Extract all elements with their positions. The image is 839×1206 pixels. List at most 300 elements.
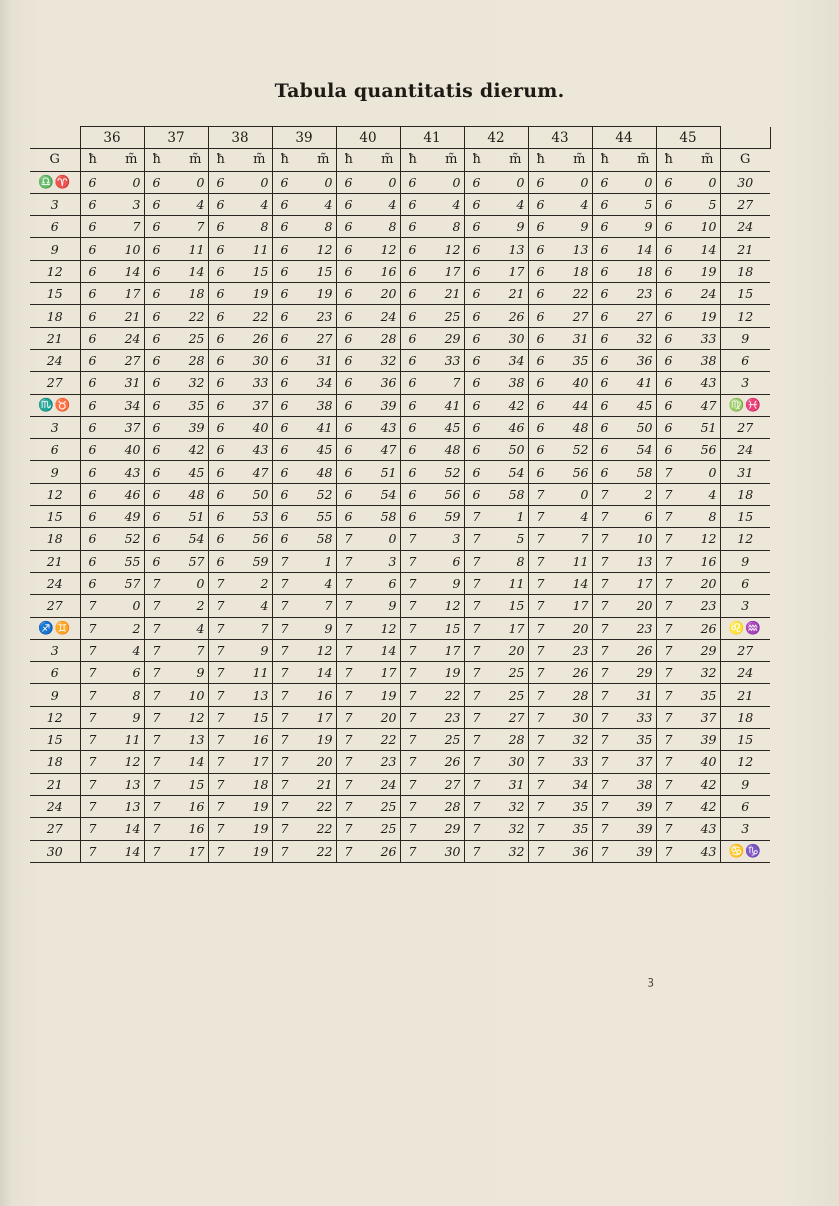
cell-minutes: 12 [434,238,464,260]
table-row [30,394,770,416]
cell-hours: 6 [208,193,242,215]
row-degree-left: 21 [30,773,80,795]
cell-minutes: 25 [370,818,400,840]
cell-hours: 7 [80,595,114,617]
minutes-header: m̃ [242,149,272,171]
cell-hours: 7 [592,506,626,528]
cell-hours: 7 [336,795,370,817]
cell-minutes: 12 [114,751,144,773]
cell-hours: 7 [656,483,690,505]
cell-hours: 6 [336,349,370,371]
cell-hours: 6 [144,439,178,461]
cell-minutes: 11 [114,729,144,751]
cell-minutes: 56 [434,483,464,505]
row-degree-right: 24 [720,439,770,461]
cell-hours: 7 [656,617,690,639]
cell-hours: 6 [400,483,434,505]
cell-minutes: 7 [178,216,208,238]
cell-hours: 7 [464,662,498,684]
cell-hours: 7 [272,550,306,572]
minutes-header: m̃ [370,149,400,171]
cell-hours: 6 [336,283,370,305]
cell-hours: 7 [80,795,114,817]
table-row [30,572,770,594]
cell-minutes: 48 [434,439,464,461]
cell-minutes: 33 [434,349,464,371]
cell-minutes: 20 [370,706,400,728]
cell-hours: 7 [336,706,370,728]
cell-hours: 6 [336,416,370,438]
cell-hours: 7 [656,795,690,817]
cell-hours: 7 [336,572,370,594]
cell-hours: 7 [592,639,626,661]
cell-minutes: 54 [626,439,656,461]
row-degree-right: ♋♑ [720,840,770,862]
latitude-header-38: 38 [208,127,272,149]
latitude-header-blank-right [720,127,770,149]
cell-hours: 7 [144,595,178,617]
cell-hours: 7 [208,639,242,661]
cell-hours: 7 [400,818,434,840]
row-degree-left: ♎♈ [30,171,80,193]
cell-minutes: 50 [242,483,272,505]
cell-hours: 7 [80,639,114,661]
cell-minutes: 6 [114,662,144,684]
cell-minutes: 4 [178,193,208,215]
cell-minutes: 51 [370,461,400,483]
row-degree-right: 30 [720,171,770,193]
cell-hours: 6 [656,416,690,438]
cell-minutes: 9 [498,216,528,238]
cell-hours: 7 [592,729,626,751]
cell-minutes: 0 [626,171,656,193]
table-row [30,327,770,349]
cell-minutes: 31 [498,773,528,795]
cell-hours: 6 [336,506,370,528]
row-degree-right: 24 [720,216,770,238]
cell-hours: 6 [656,349,690,371]
cell-hours: 6 [464,349,498,371]
cell-minutes: 21 [434,283,464,305]
cell-hours: 6 [272,439,306,461]
cell-minutes: 43 [242,439,272,461]
cell-hours: 7 [208,729,242,751]
cell-hours: 6 [592,193,626,215]
day-length-table [30,126,771,863]
row-degree-left: 3 [30,193,80,215]
table-row [30,260,770,282]
cell-hours: 6 [528,461,562,483]
table-row [30,729,770,751]
cell-minutes: 5 [626,193,656,215]
cell-minutes: 25 [434,305,464,327]
cell-hours: 7 [464,795,498,817]
cell-minutes: 19 [242,840,272,862]
cell-minutes: 25 [434,729,464,751]
cell-minutes: 25 [498,662,528,684]
cell-minutes: 19 [242,795,272,817]
cell-minutes: 7 [114,216,144,238]
cell-minutes: 17 [306,706,336,728]
cell-minutes: 57 [114,572,144,594]
cell-hours: 7 [592,550,626,572]
cell-hours: 6 [208,216,242,238]
cell-minutes: 12 [306,639,336,661]
cell-hours: 7 [656,506,690,528]
latitude-header-37: 37 [144,127,208,149]
cell-minutes: 21 [498,283,528,305]
cell-minutes: 10 [626,528,656,550]
cell-hours: 6 [400,327,434,349]
cell-minutes: 18 [562,260,592,282]
cell-minutes: 58 [306,528,336,550]
cell-hours: 6 [208,260,242,282]
cell-minutes: 47 [242,461,272,483]
cell-hours: 7 [592,595,626,617]
cell-minutes: 7 [306,595,336,617]
cell-hours: 7 [144,818,178,840]
cell-minutes: 24 [370,773,400,795]
cell-minutes: 34 [306,372,336,394]
cell-minutes: 9 [562,216,592,238]
row-degree-right: 24 [720,662,770,684]
table-row [30,372,770,394]
cell-minutes: 15 [242,260,272,282]
cell-minutes: 36 [370,372,400,394]
cell-minutes: 15 [434,617,464,639]
cell-minutes: 27 [562,305,592,327]
cell-hours: 6 [80,483,114,505]
hours-header: ħ [208,149,242,171]
cell-hours: 7 [400,528,434,550]
cell-minutes: 22 [242,305,272,327]
cell-minutes: 32 [562,729,592,751]
cell-hours: 6 [80,461,114,483]
cell-hours: 7 [272,795,306,817]
latitude-header-39: 39 [272,127,336,149]
cell-minutes: 17 [562,595,592,617]
cell-minutes: 20 [690,572,720,594]
cell-hours: 7 [400,550,434,572]
table-row [30,349,770,371]
hours-header: ħ [400,149,434,171]
cell-minutes: 7 [562,528,592,550]
latitude-header-blank-left [30,127,80,149]
table-body [30,171,770,862]
cell-hours: 6 [144,372,178,394]
cell-minutes: 56 [690,439,720,461]
cell-minutes: 19 [434,662,464,684]
cell-hours: 7 [208,572,242,594]
cell-hours: 7 [528,550,562,572]
table-row [30,684,770,706]
cell-hours: 7 [592,795,626,817]
cell-minutes: 20 [306,751,336,773]
cell-hours: 6 [144,260,178,282]
cell-minutes: 2 [114,617,144,639]
row-degree-left: 12 [30,706,80,728]
cell-minutes: 19 [242,818,272,840]
cell-hours: 6 [528,372,562,394]
cell-hours: 6 [208,283,242,305]
cell-minutes: 11 [178,238,208,260]
cell-minutes: 55 [306,506,336,528]
cell-hours: 6 [336,461,370,483]
cell-hours: 7 [400,639,434,661]
cell-hours: 7 [336,595,370,617]
cell-minutes: 0 [498,171,528,193]
table-row [30,283,770,305]
cell-minutes: 19 [690,260,720,282]
cell-minutes: 32 [498,840,528,862]
cell-hours: 6 [528,416,562,438]
cell-hours: 6 [80,327,114,349]
table-row [30,416,770,438]
cell-hours: 6 [336,171,370,193]
cell-hours: 7 [336,617,370,639]
cell-hours: 6 [208,528,242,550]
cell-minutes: 37 [242,394,272,416]
cell-minutes: 21 [306,773,336,795]
cell-hours: 6 [208,416,242,438]
cell-hours: 6 [144,283,178,305]
cell-hours: 7 [336,662,370,684]
cell-hours: 7 [400,684,434,706]
cell-minutes: 46 [498,416,528,438]
cell-minutes: 43 [690,372,720,394]
cell-minutes: 28 [178,349,208,371]
row-degree-left: 18 [30,528,80,550]
row-degree-left: 24 [30,349,80,371]
cell-hours: 6 [80,550,114,572]
row-degree-left: 15 [30,283,80,305]
cell-hours: 7 [144,684,178,706]
cell-minutes: 4 [498,193,528,215]
cell-hours: 7 [528,684,562,706]
cell-hours: 6 [528,394,562,416]
cell-minutes: 22 [306,818,336,840]
cell-minutes: 22 [434,684,464,706]
cell-hours: 6 [336,305,370,327]
cell-minutes: 34 [562,773,592,795]
cell-hours: 7 [208,773,242,795]
cell-hours: 6 [80,394,114,416]
cell-hours: 6 [464,416,498,438]
cell-minutes: 8 [242,216,272,238]
cell-minutes: 18 [626,260,656,282]
cell-minutes: 51 [690,416,720,438]
cell-hours: 7 [208,706,242,728]
cell-hours: 7 [144,840,178,862]
cell-minutes: 0 [690,171,720,193]
cell-hours: 6 [400,349,434,371]
cell-hours: 7 [464,550,498,572]
cell-minutes: 23 [306,305,336,327]
cell-hours: 7 [144,729,178,751]
cell-hours: 7 [272,840,306,862]
cell-minutes: 10 [114,238,144,260]
cell-hours: 6 [144,416,178,438]
latitude-header-41: 41 [400,127,464,149]
cell-hours: 7 [656,706,690,728]
latitude-header-44: 44 [592,127,656,149]
cell-hours: 7 [80,818,114,840]
cell-minutes: 35 [562,795,592,817]
cell-minutes: 23 [562,639,592,661]
cell-minutes: 3 [370,550,400,572]
cell-minutes: 40 [114,439,144,461]
cell-minutes: 43 [114,461,144,483]
cell-hours: 7 [80,840,114,862]
cell-minutes: 27 [434,773,464,795]
cell-minutes: 35 [626,729,656,751]
row-degree-left: 9 [30,461,80,483]
cell-hours: 6 [80,349,114,371]
cell-minutes: 24 [690,283,720,305]
row-degree-left: 24 [30,572,80,594]
cell-hours: 6 [464,305,498,327]
minutes-header: m̃ [114,149,144,171]
row-degree-right: 6 [720,795,770,817]
cell-hours: 6 [656,216,690,238]
cell-minutes: 38 [626,773,656,795]
cell-minutes: 12 [690,528,720,550]
cell-hours: 6 [272,193,306,215]
cell-minutes: 13 [498,238,528,260]
cell-minutes: 26 [370,840,400,862]
cell-minutes: 45 [434,416,464,438]
cell-hours: 6 [208,171,242,193]
cell-minutes: 0 [114,595,144,617]
cell-minutes: 19 [306,283,336,305]
cell-minutes: 37 [626,751,656,773]
cell-minutes: 5 [690,193,720,215]
cell-hours: 6 [144,216,178,238]
table-row [30,706,770,728]
cell-minutes: 52 [114,528,144,550]
cell-minutes: 13 [626,550,656,572]
cell-hours: 6 [592,260,626,282]
cell-hours: 7 [464,506,498,528]
cell-minutes: 17 [114,283,144,305]
cell-hours: 6 [272,283,306,305]
row-degree-right: 27 [720,193,770,215]
cell-minutes: 15 [242,706,272,728]
cell-minutes: 17 [370,662,400,684]
table-row [30,171,770,193]
cell-hours: 7 [336,773,370,795]
row-degree-right: 15 [720,283,770,305]
table-row [30,617,770,639]
cell-hours: 6 [80,216,114,238]
cell-minutes: 17 [434,260,464,282]
cell-hours: 7 [144,572,178,594]
cell-minutes: 42 [178,439,208,461]
cell-minutes: 39 [178,416,208,438]
cell-minutes: 22 [306,840,336,862]
cell-hours: 7 [528,528,562,550]
cell-hours: 7 [592,818,626,840]
cell-hours: 7 [80,751,114,773]
cell-minutes: 45 [306,439,336,461]
cell-minutes: 8 [370,216,400,238]
cell-minutes: 26 [434,751,464,773]
cell-hours: 6 [336,238,370,260]
cell-hours: 7 [80,706,114,728]
hours-header: ħ [656,149,690,171]
cell-hours: 7 [656,684,690,706]
cell-hours: 6 [400,461,434,483]
cell-hours: 6 [528,260,562,282]
cell-hours: 6 [208,550,242,572]
hours-header: ħ [80,149,114,171]
cell-minutes: 30 [498,327,528,349]
cell-hours: 6 [272,260,306,282]
cell-hours: 6 [400,394,434,416]
cell-hours: 7 [464,840,498,862]
cell-minutes: 9 [242,639,272,661]
cell-minutes: 23 [370,751,400,773]
cell-minutes: 34 [498,349,528,371]
cell-hours: 6 [656,260,690,282]
cell-hours: 7 [80,773,114,795]
cell-hours: 7 [272,572,306,594]
cell-hours: 7 [208,795,242,817]
cell-minutes: 32 [370,349,400,371]
row-degree-left: 6 [30,439,80,461]
cell-hours: 7 [464,684,498,706]
cell-hours: 6 [272,238,306,260]
cell-hours: 6 [272,349,306,371]
row-degree-left: ♐♊ [30,617,80,639]
cell-minutes: 32 [690,662,720,684]
cell-minutes: 40 [562,372,592,394]
table-row [30,528,770,550]
cell-hours: 6 [208,506,242,528]
row-degree-left: 6 [30,662,80,684]
row-degree-left: 12 [30,260,80,282]
cell-hours: 6 [208,349,242,371]
cell-hours: 7 [400,795,434,817]
cell-minutes: 11 [242,238,272,260]
cell-minutes: 30 [562,706,592,728]
cell-hours: 7 [400,773,434,795]
cell-minutes: 39 [626,795,656,817]
cell-minutes: 8 [114,684,144,706]
cell-hours: 6 [656,283,690,305]
cell-hours: 6 [400,260,434,282]
cell-minutes: 25 [178,327,208,349]
table-row [30,795,770,817]
table-row [30,639,770,661]
cell-hours: 6 [592,305,626,327]
cell-hours: 6 [80,305,114,327]
cell-hours: 6 [208,372,242,394]
cell-minutes: 35 [178,394,208,416]
cell-minutes: 23 [626,283,656,305]
row-degree-right: 3 [720,818,770,840]
cell-hours: 6 [272,394,306,416]
cell-minutes: 16 [178,795,208,817]
cell-minutes: 14 [178,260,208,282]
cell-hours: 7 [272,751,306,773]
latitude-header-40: 40 [336,127,400,149]
cell-hours: 6 [272,171,306,193]
cell-hours: 6 [528,171,562,193]
cell-minutes: 25 [498,684,528,706]
cell-hours: 6 [272,327,306,349]
unit-header-row [30,149,770,171]
